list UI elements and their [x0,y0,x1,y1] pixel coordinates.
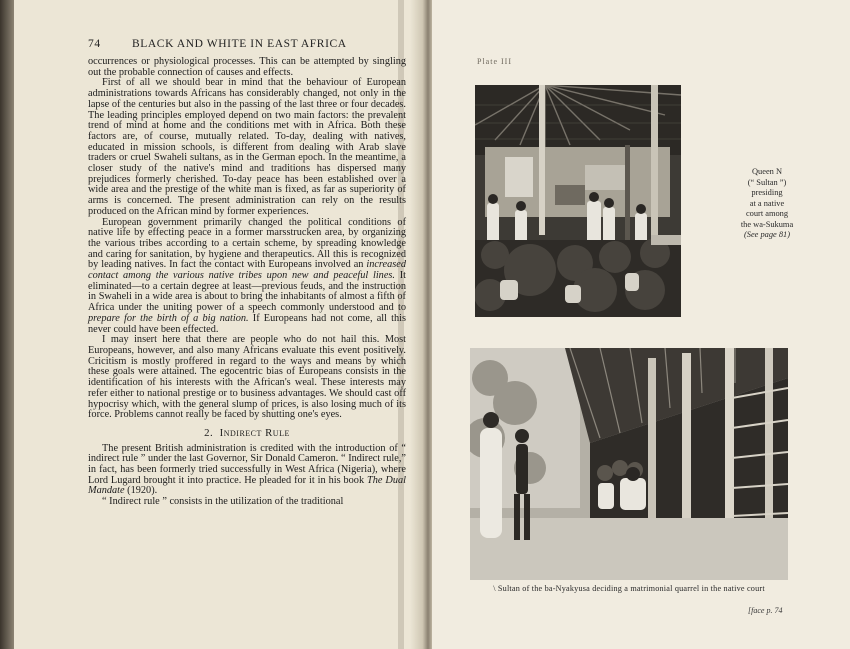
caption-line: presiding [751,188,783,197]
paragraph-emphasis: increased contact among the various native tribes upon new and peaceful lines. [88,259,406,282]
photo-illustration [475,85,681,317]
paragraph: “ Indirect rule ” consists in the utilization of the traditional [102,496,344,508]
paragraph [88,218,406,336]
photo-illustration [470,348,788,580]
body-text [88,57,406,508]
facing-page-reference: [face p. 74 [748,606,783,615]
photo-native-court-queen [475,85,681,317]
section-number: 2. [204,426,214,439]
page-number: 74 [88,38,101,50]
paragraph: First of all we should bear in mind that the behaviour of European administrations towards Africans has considerably changed, not only in the lapse of the centuries but also in the passing of the last three or four decades. The leading principles employed depend on two main factors: the prevalent trend of mind at home and the conditions met with in Africa. Both these factors are, of course, mutually related. To-day, dealing with natives, educated in mission schools, is different from dealing with Arab slave traders or cruel Swaheli sultans, as in the German epoch. In the meantime, a closer study of the native's mind and traditions has dispersed many prejudices formerly cherished. To-day peace has been established over a wide area and the prestige of the white man is fixed, as far as superiority of arms is concerned. The present administration can rely on the results produced on the African mind by former experiences. [88,77,406,217]
section-heading [88,428,406,439]
caption-line: court among [745,209,789,218]
paragraph: occurrences or physiological processes. This can be attempted by singling out the probable connection of causes and effects. [88,56,406,78]
caption-page-ref: (See page 81) [743,230,791,239]
paragraph: I may insert here that there are people who do not hail this. Most Europeans, however, and also many Africans evaluate this event positively. Cricitism is mostly proffered in regard to the ways and means by which these goals were attained. The egocentric bias of Europeans consists in the identification of his interests with the African's weal. These interests may refer either to national prestige or to business advantages. We should cast off hypocrisy which, with the general slump of prices, is also losing much of its force. Problems cannot really be faced by shutting one's eyes. [88,334,406,421]
paragraph-emphasis: prepare for the birth of a big nation. [88,312,249,324]
paragraph-text: (1920). [124,485,158,497]
paragraph-text: The present British administration is credited with the introduction of “ indirect rule ” under the last Governor, Sir Donald Cameron. “ Indirect rule,” in fact, has been formerly tried successfully in West Africa (Nigeria), where Lord Lugard brought it into practice. He pleaded for it in his book [88,442,406,486]
photo-sultan-native-court [470,348,788,580]
caption-line: at a native [749,198,785,208]
running-head-title: BLACK AND WHITE IN EAST AFRICA [132,38,347,50]
paragraph-text: It eliminated—to a certain degree at least—previous feuds, and the instruction in Swaheli in a wide area is about to bring the inhabitants of almost a fifth of Africa under the uniting power of a speech commonly understood and to [88,270,406,314]
caption-line: Queen N [752,167,782,176]
book-title-emphasis: The Dual Mandate [88,474,406,497]
caption-top-photo [712,167,822,241]
caption-line: (“ Sultan ”) [747,177,787,187]
caption-line: the wa-Sukuma [740,219,794,229]
book-edge [0,0,14,649]
paragraph-text: European government primarily changed the political conditions of native life by effecting peace in a former marsstrucken area, by organizing the various tribes according to a certain scheme, by spreading knowledge and caring for sanitation, by hygiene and therapeutics. All this is recognized by leading natives. In fact the contact with Europeans involved an [88,216,406,271]
caption-bottom-photo: \ Sultan of the ba-Nyakyusa deciding a matrimonial quarrel in the native court [493,584,765,593]
section-title: Indirect Rule [219,426,290,439]
paragraph-text: If Europeans had not come, all this never could have been effected. [88,312,406,335]
plate-label: Plate III [477,57,512,66]
paragraph [88,444,406,498]
